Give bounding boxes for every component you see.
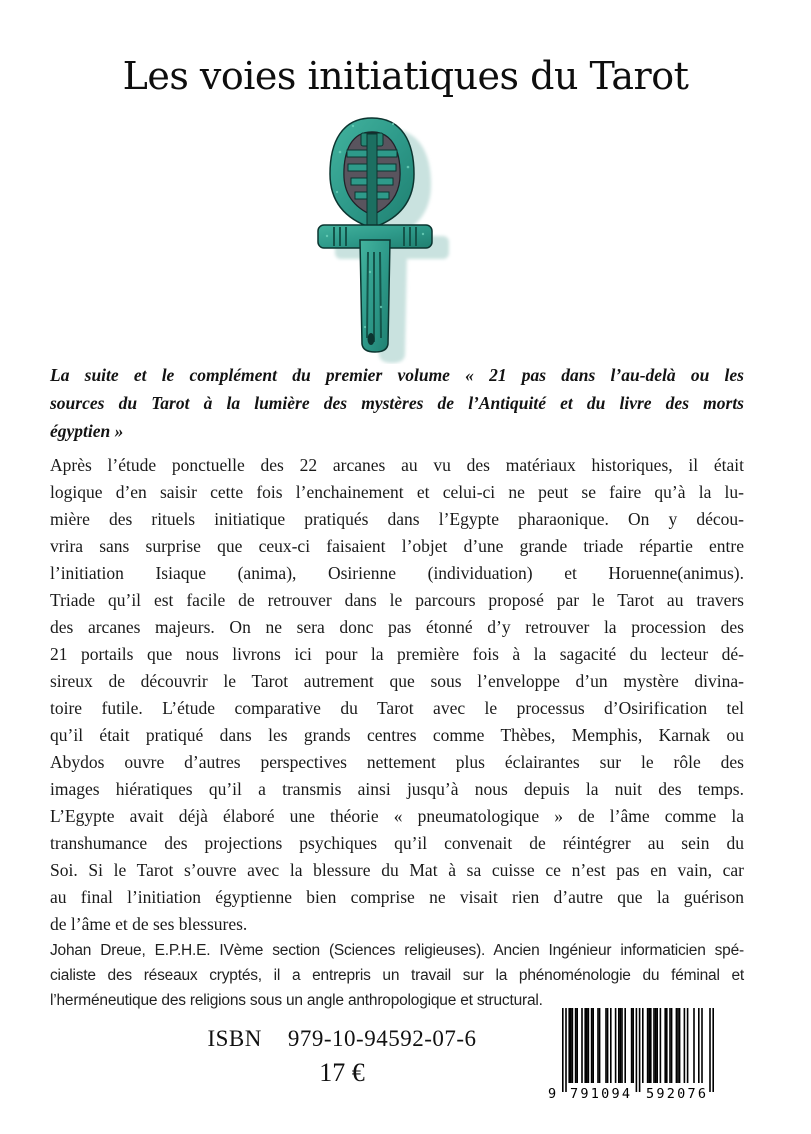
synopsis-line: logique d’en saisir cette fois l’enchainement et celui-ci ne peut se faire qu’à la lu- — [50, 482, 744, 502]
subtitle-line: La suite et le complément du premier volume « 21 pas dans l’au-delà ou les — [50, 365, 744, 385]
subtitle-line: sources du Tarot à la lumière des mystères de l’Antiquité et du livre des morts — [50, 393, 744, 413]
barcode-digits-right: 592076 — [646, 1086, 706, 1102]
barcode-digits-left: 791094 — [570, 1086, 630, 1102]
author-bio-line: l’herméneutique des religions sous un angle anthropologique et structural. — [50, 992, 543, 1009]
synopsis-line: Après l’étude ponctuelle des 22 arcanes au vu des matériaux historiques, il était — [50, 455, 744, 475]
synopsis-line: mière des rituels initiatique pratiqués dans l’Egypte pharaonique. On y décou- — [50, 509, 744, 529]
subtitle-line: égyptien » — [50, 421, 124, 441]
synopsis-line: vrira sans surprise que ceux-ci faisaient l’objet d’une grande triade répartie entre — [50, 536, 744, 556]
synopsis-line: des arcanes majeurs. On ne sera donc pas étonné d’y retrouver la procession des — [50, 617, 744, 637]
ankh-amulet-image — [315, 112, 460, 364]
author-bio-block — [50, 938, 744, 1013]
barcode-bars — [562, 1008, 714, 1092]
subtitle-block — [50, 361, 744, 445]
isbn-number: 979-10-94592-07-6 — [287, 1026, 477, 1051]
author-bio-line: Johan Dreue, E.P.H.E. IVème section (Sciences religieuses). Ancien Ingénieur informaticien spé- — [50, 942, 744, 959]
synopsis-line: qu’il était pratiqué dans les grands centres comme Thèbes, Memphis, Karnak ou — [50, 725, 744, 745]
synopsis-line: toire futile. L’étude comparative du Tarot avec le processus d’Osirification tel — [50, 698, 744, 718]
isbn-label: ISBN — [207, 1026, 262, 1051]
barcode-digit-leading: 9 — [547, 1086, 557, 1102]
synopsis-block — [50, 452, 744, 938]
price: 17 € — [319, 1058, 365, 1087]
synopsis-line: Soi. Si le Tarot s’ouvre avec la blessure du Mat à sa cuisse ce n’est pas en vain, car — [50, 860, 744, 880]
synopsis-line: l’initiation Isiaque (anima), Osirienne (individuation) et Horuenne(animus). — [50, 563, 744, 583]
barcode — [544, 1008, 714, 1102]
synopsis-line: 21 portails que nous livrons ici pour la première fois à la sagacité du lecteur dé- — [50, 644, 744, 664]
synopsis-line: de l’âme et de ses blessures. — [50, 914, 248, 934]
synopsis-line: au final l’initiation égyptienne bien comprise ne visait rien d’autre que la guérison — [50, 887, 744, 907]
ankh-shaft-hole — [368, 333, 375, 345]
synopsis-line: images hiératiques qu’il a transmis ainsi jusqu’à nous depuis la nuit des temps. — [50, 779, 744, 799]
synopsis-line: Triade qu’il est facile de retrouver dans le parcours proposé par le Tarot au travers — [50, 590, 744, 610]
synopsis-line: Abydos ouvre d’autres perspectives nettement plus éclairantes sur le rôle des — [50, 752, 744, 772]
author-bio-line: cialiste des réseaux cryptés, il a entrepris un travail sur la phénoménologie du féminal et — [50, 967, 744, 984]
synopsis-line: sireux de découvrir le Tarot autrement que sous l’enveloppe d’un mystère divina- — [50, 671, 744, 691]
synopsis-line: transhumance des projections psychiques qu’il convenait de réintégrer au sein du — [50, 833, 744, 853]
synopsis-line: L’Egypte avait déjà élaboré une théorie « pneumatologique » de l’âme comme la — [50, 806, 744, 826]
book-title: Les voies initiatiques du Tarot — [122, 54, 689, 98]
